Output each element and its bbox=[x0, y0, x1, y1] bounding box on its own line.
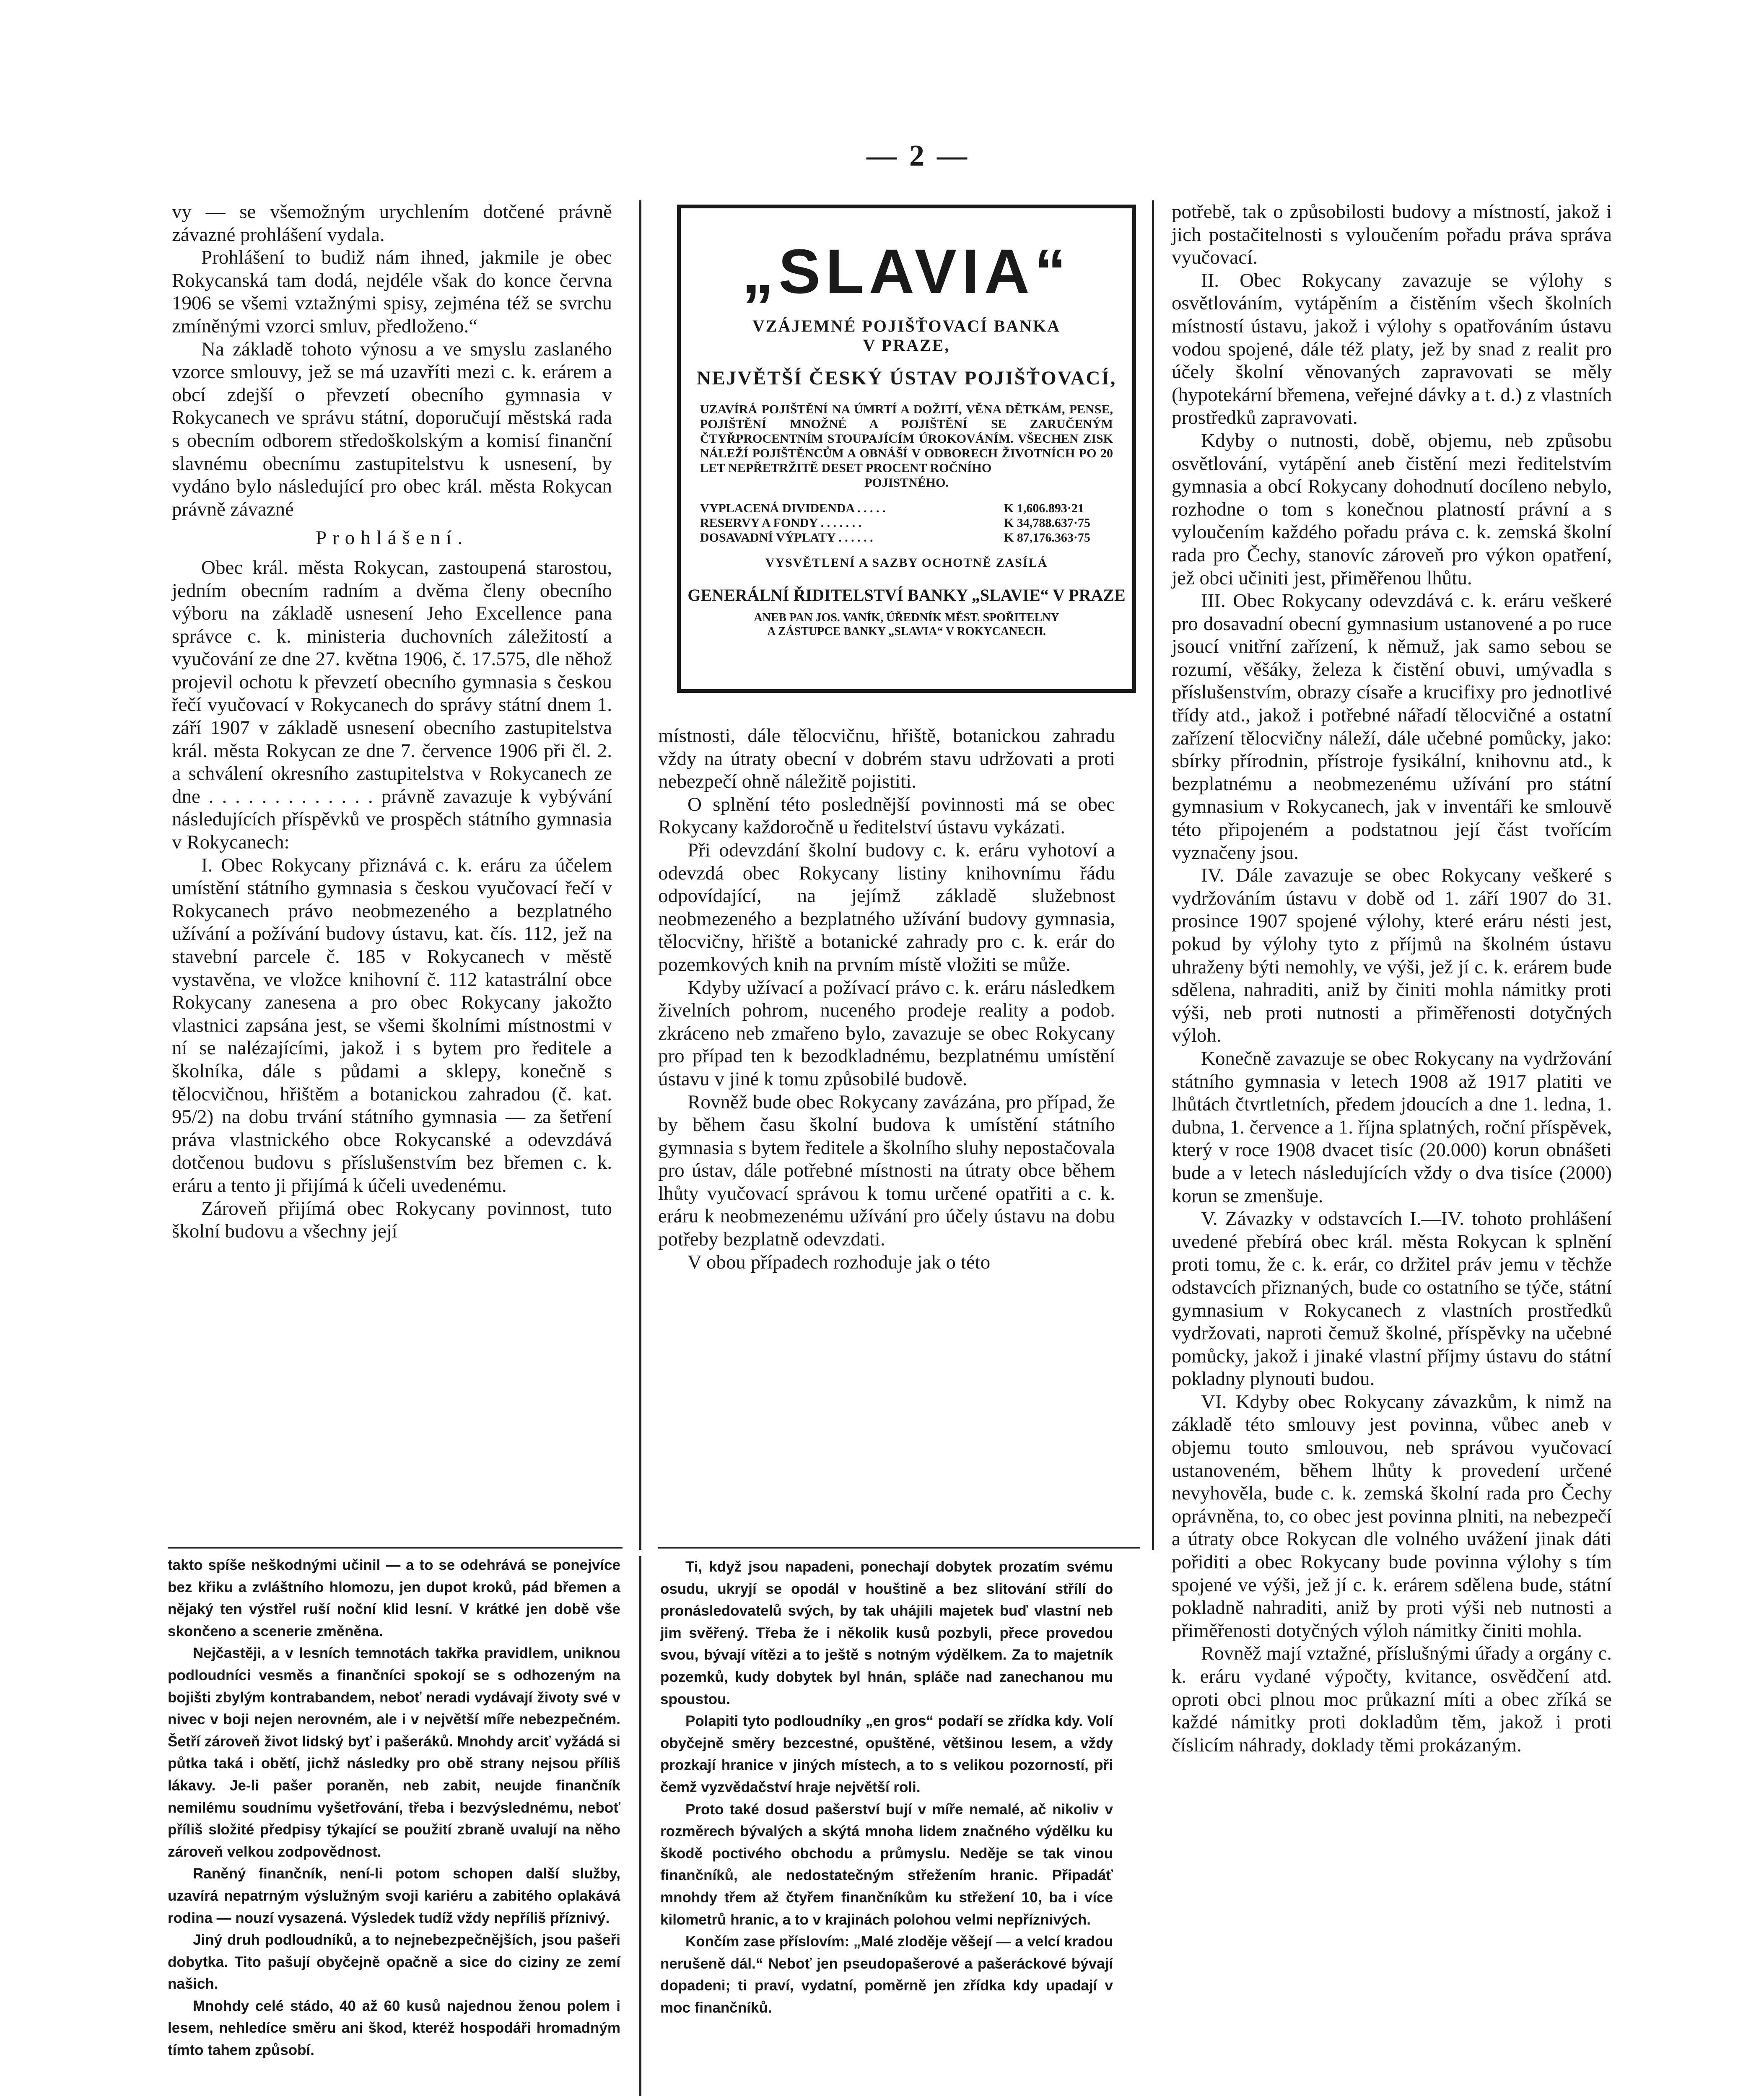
paragraph: V. Závazky v odstavcích I.—IV. tohoto prohlášení uvedené přebírá obec král. města Rokycan k splnění proti tomu, že c. k. erár, co držitel práv jemu v těchže odstavcích přiznaných, bude co ostatního se týče, státní gymnasium v Rokycanech z vlastních prostředků vydržovati, naproti čemuž školné, příspěvky na učebné pomůcky, jakož i jinaké vlastní příjmy ústavu do státní pokladny plynouti budou. bbox=[1172, 1208, 1612, 1390]
story-paragraph: takto spíše neškodnými učinil — a to se odehrává se ponejvíce bez křiku a zvláštního hlomozu, jen dupot kroků, pád břemen a nějaký ten výstřel ruší noční klid lesní. V krátké jen době vše skončeno a scenerie změněna. bbox=[168, 1557, 620, 1639]
paragraph: O splnění této poslednější povinnosti má se obec Rokycany každoročně u ředitelství ústavu vykázati. bbox=[658, 793, 1115, 838]
story-paragraph: Mnohdy celé stádo, 40 až 60 kusů najednou ženou polem i lesem, nehledíce směru ani škod, kteréž hospodáři hromadným tímto tahem způsobí. bbox=[168, 1997, 620, 2059]
ad-figure-row bbox=[700, 516, 1113, 530]
story-paragraph: Polapiti tyto podloudníky „en gros“ podaří se zřídka kdy. Volí obyčejně směry bezcestné, opuštěné, většinou lesem, a vždy prozkají hranice v jiných místech, a to s velikou pozorností, při čemž vyzvědačství hraje největší roli. bbox=[660, 1713, 1113, 1795]
ad-title: „SLAVIA“ bbox=[742, 236, 1071, 306]
story-paragraph: Jiný druh podloudníků, a to nejnebezpečnějších, jsou pašeři dobytka. Tito pašují obyčejně opačně a sice do ciziny ze zemí našich. bbox=[168, 1932, 620, 1992]
ad-subtitle-city: V PRAZE, bbox=[863, 336, 950, 355]
ad-description-text: UZAVÍRÁ POJIŠTĚNÍ NA ÚMRTÍ A DOŽITÍ, VĚNA DĚTKÁM, PENSE, POJIŠTĚNÍ MNOŽNÉ A POJIŠTĚNÍ SE ZARUČENÝM ČTYŘPROCENTNÍM STOUPAJÍCÍM ÚROKOVÁNÍM. VŠECHEN ZISK NÁLEŽÍ POJIŠTĚNCŮM A OBNÁŠÍ V ODBORECH ŽIVOTNÍCH PO 20 LET NEPŘETRŽITĚ DESET PROCENT ROČNÍHO bbox=[700, 402, 1113, 475]
ad-figure-value: K 1,606.893·21 bbox=[1004, 501, 1084, 515]
paragraph: Při odevzdání školní budovy c. k. eráru vyhotoví a odevzdá obec Rokycany listiny knihovnímu řádu odpovídající, na jejímž základě služebnost neobmezeného a bezplatného užívání budovy gymnasia, tělocvičny, hřiště a botanické zahrady pro c. k. erár do pozemkových knih na prvním místě vložiti se může. bbox=[658, 839, 1115, 975]
ad-info-line: VYSVĚTLENÍ A SAZBY OCHOTNĚ ZASÍLÁ bbox=[765, 556, 1048, 570]
paragraph: Kdyby o nutnosti, době, objemu, neb způsobu osvětlování, vytápění aneb čistění mezi ředitelstvím gymnasia a obcí Rokycany dohodnutí docíleno nebylo, rozhodne o tom s konečnou platností právní a s vyloučením každého pořadu práva c. k. zemská školní rada pro Čechy, stanovíc zároveň pro výkon opatření, jež obci učiniti jest, přiměřenou lhůtu. bbox=[1172, 429, 1612, 589]
story-paragraph: Končím zase příslovím: „Malé zloděje věšejí — a velcí kradou nerušeně dál.“ Neboť jen pseudopašerové a pašeráckové bývají dopadeni; ti praví, vydatní, poměrně jen zřídka kdy upadají v moc finančníků. bbox=[660, 1933, 1113, 2016]
story-paragraph: Raněný finančník, není-li potom schopen další služby, uzavírá nepatrným výslužným svoji kariéru a zabitého oplakává rodina — nouzí vysazená. Výsledek tudíž vždy nepříliš příznivý. bbox=[168, 1865, 620, 1926]
story-paragraph: Ti, když jsou napadeni, ponechají dobytek prozatím svému osudu, ukryjí se opodál v houštině a bez slitování střílí do pronásledovatelů svých, by tak uhájili majetek buď vlastní neb jim svěřený. Třeba že i několik kusů pozbyli, přece provedou svou, bývají vítězi a to ještě s notným výdělkem. Za to majetník pozemků, kudy dobytek byl hnán, spláče nad zanechanou mu spoustou. bbox=[660, 1559, 1113, 1707]
paragraph: Zároveň přijímá obec Rokycany povinnost, tuto školní budovu a všechny její bbox=[172, 1197, 612, 1243]
ad-figures bbox=[700, 501, 1113, 545]
story-paragraph: Proto také dosud pašerství bují v míře nemalé, ač nikoliv v rozměrech bývalých a skýtá mnoha lidem značného výdělku ku škodě poctivého obchodu a průmyslu. Neděje se tak vinou finančníků, ale nedostatečným střežením hranic. Připadáť mnohdy třem až čtyřem finančníkům ku střežení 10, ba i více kilometrů hranic, a to v krajinách polohou velmi nepříznivých. bbox=[660, 1801, 1113, 1928]
ad-figure-row bbox=[700, 501, 1113, 516]
story-column-2 bbox=[660, 1556, 1113, 2019]
ad-description-end: POJISTNÉHO. bbox=[864, 476, 949, 490]
story-column-1 bbox=[168, 1554, 620, 2062]
story-paragraph: Nejčastěji, a v lesních temnotách takřka pravidlem, uniknou podloudníci vesměs a finančníci spokojí se s odhozeným na bojišti zbylým kontrabandem, neboť neradi vydávají životy své v nivec v boji nejen nerovném, ale i v největší míře nebezpečném. Šetří zároveň život lidský byť i pašeráků. Mnohdy arciť vyžádá si půtka taká i obětí, jichž následky pro obě strany nejsou příliš lákavy. Je-li pašer poraněn, neb zabit, neujde finančník nemilému soudnímu vyšetřování, třeba i bezvýslednému, neboť příliš složité předpisy týkající se použití zbraně uvalují na něho zároveň velkou zodpovědnost. bbox=[168, 1645, 620, 1860]
paragraph: II. Obec Rokycany zavazuje se výlohy s osvětlováním, vytápěním a čistěním všech školních místností ústavu, jakož i výlohy s opatřováním ústavu vodou spojené, dále též platy, jež by snad z realit pro účely školní věnovaných zapravovati se měly (hypotekární břemena, veřejné dávky a t. d.) z vlastních prostředků zapravovati. bbox=[1172, 269, 1612, 429]
paragraph: IV. Dále zavazuje se obec Rokycany veškeré s vydržováním ústavu v době od 1. září 1907 do 31. prosince 1907 spojené výlohy, které eráru nésti jest, pokud by výlohy tyto z příjmů na školném ústavu uhraženy býti nemohly, ve výši, jež jí c. k. erárem bude sdělena, nahraditi, aniž by činiti mohla námitky proti výši, neb proti nutnosti a přiměřenosti dotyčných výloh. bbox=[1172, 864, 1612, 1047]
ad-description bbox=[700, 402, 1113, 490]
article-column-3 bbox=[1172, 200, 1612, 1756]
paragraph: I. Obec Rokycany přiznává c. k. eráru za účelem umístění státního gymnasia s českou vyučovací řečí v Rokycanech právo neobmezeného a bezplatného užívání a požívání budovy ústavu, kat. čís. 112, jež na stavební parcele č. 185 v Rokycanech v městě vystavěna, ve vložce knihovní č. 112 katastrální obce Rokycany zanesena a pro obec Rokycany jakožto vlastnici zapsána jest, se všemi školními místnostmi v ní se nalézajícími, jakož i s bytem pro ředitele a školníka, dále s půdami a sklepy, konečně s tělocvičnou, hřištěm a botanickou zahradou (č. kat. 95/2) na dobu trvání státního gymnasia — za šetření práva vlastnického obce Rokycanské a odevzdává dotčenou budovu s příslušenstvím bez břemen c. k. eráru a tento ji přijímá k účeli uvedenému. bbox=[172, 854, 612, 1196]
article-column-2 bbox=[658, 724, 1115, 1274]
paragraph: V obou případech rozhoduje jak o této bbox=[687, 1251, 991, 1273]
horizontal-rule-middle bbox=[658, 1547, 1140, 1549]
ad-figure-row bbox=[700, 530, 1113, 545]
paragraph: místnosti, dále tělocvičnu, hřiště, botanickou zahradu vždy na útraty obecní v dobrém stavu udržovati a proti nebezpečí ohně náležitě pojistiti. bbox=[658, 725, 1115, 793]
paragraph: Prohlášení to budiž nám ihned, jakmile je obec Rokycanská tam dodá, nejdéle však do konce června 1906 se všemi vztažnými spisy, zejména též se svrchu zmíněnými vzorci smluv, předloženo.“ bbox=[172, 246, 612, 337]
ad-subtitle: VZÁJEMNÉ POJIŠŤOVACÍ BANKA bbox=[752, 316, 1061, 335]
ad-tagline: NEJVĚTŠÍ ČESKÝ ÚSTAV POJIŠŤOVACÍ, bbox=[696, 367, 1117, 389]
paragraph: Rovněž bude obec Rokycany zavázána, pro případ, že by během času školní budova k umístění státního gymnasia s bytem ředitele a školního sluhy nepostačovala pro ústav, dále potřebné místnosti na útraty obce během lhůty vyučovací správou k tomu určené opatřiti a c. k. eráru k neobmezenému užívání pro účely ústavu na dobu potřeby bezplatně odevzdati. bbox=[658, 1091, 1115, 1250]
paragraph: vy — se všemožným urychlením dotčené právně závazné prohlášení vydala. bbox=[172, 201, 612, 246]
ad-figure-label: DOSAVADNÍ VÝPLATY . . . . . . bbox=[700, 531, 873, 545]
paragraph: Na základě tohoto výnosu a ve smyslu zaslaného vzorce smlouvy, jež se má uzavříti mezi c. k. erárem a obcí zdejší o převzetí obecního gymnasia v Rokycanech ve správu státní, doporučují městská rada s obecním odborem středoškolským a komisí finanční slavnému obecnímu zastupitelstvu k usnesení, by vydáno bylo následující pro obec král. města Rokycan právně závazné bbox=[172, 338, 612, 520]
ad-figure-value: K 34,788.637·75 bbox=[1004, 516, 1090, 530]
article-column-1 bbox=[172, 200, 612, 1243]
paragraph: potřebě, tak o způsobilosti budovy a místností, jakož i jich postačitelnosti s vyloučením pořadu práva správa vyučovací. bbox=[1172, 201, 1612, 269]
ad-directorate: GENERÁLNÍ ŘIDITELSTVÍ BANKY „SLAVIE“ V PRAZE bbox=[687, 586, 1126, 604]
ad-figure-label: VYPLACENÁ DIVIDENDA . . . . . bbox=[700, 501, 886, 515]
slavia-advertisement bbox=[677, 205, 1136, 693]
ad-figure-label: RESERVY A FONDY . . . . . . . bbox=[700, 516, 862, 530]
paragraph: Obec král. města Rokycan, zastoupená starostou, jedním obecním radním a dvěma členy obecního výboru na základě usnesení Jeho Excellence pana správce c. k. ministeria duchovních záležitostí a vyučování ze dne 27. května 1906, č. 17.575, dle něhož projevil ochotu k převzetí obecního gymnasia s českou řečí vyučovací v Rokycanech do správy státní dnem 1. září 1907 v základě usnesení obecního zastupitelstva král. města Rokycan ze dne 7. července 1906 při čl. 2. a schválení okresního zastupitelstva v Rokycanech ze dne . . . . . . . . . . . . . právně zavazuje k vybývání následujících příspěvků ve prospěch státního gymnasia v Rokycanech: bbox=[172, 556, 612, 853]
ad-agent-bank: A ZÁSTUPCE BANKY „SLAVIA“ V ROKYCANECH. bbox=[767, 625, 1046, 638]
paragraph: Rovněž mají vztažné, příslušnými úřady a orgány c. k. eráru vydané výpočty, kvitance, osvědčení atd. oproti obci plnou moc průkazní míti a obec zříká se každé námitky proti dokladům těm, jakož i proti číslicím náhrady, doklady těmi prokázaným. bbox=[1172, 1642, 1612, 1756]
column-rule-left bbox=[639, 200, 641, 1550]
ad-figure-value: K 87,176.363·75 bbox=[1004, 531, 1090, 545]
paragraph: III. Obec Rokycany odevzdává c. k. eráru veškeré pro dosavadní obecní gymnasium ustanovené a po ruce jsoucí vnitřní zařízení, k němuž, jak samo sebou se rozumí, věšáky, železa k čistění obuvi, umývadla s příslušenstvím, obrazy císaře a krucifixy pro jednotlivé třídy atd., jakož i potřebné nářadí tělocvičné a ostatní zařízení tělocvičny náleží, dále učebné pomůcky, jako: sbírky přírodnin, přístroje fysikální, knihovnu atd., k bezplatnému a neobmezenému užívání pro státní gymnasium v Rokycanech, jak v inventáři ke smlouvě této připojeném a podstatnou její část tvořícím vyznačeny jsou. bbox=[1172, 590, 1612, 864]
paragraph: Konečně zavazuje se obec Rokycany na vydržování státního gymnasia v letech 1908 až 1917 platiti ve lhůtách čtvrtletních, předem jdoucích a dne 1. ledna, 1. dubna, 1. července a 1. října splatných, roční příspěvek, který v roce 1908 dvacet tisíc (20.000) korun obnášeti bude a v letech následujících vždy o dva tisíce (2000) korun se zmenšuje. bbox=[1172, 1047, 1612, 1207]
horizontal-rule-left bbox=[168, 1547, 623, 1549]
page-number: — 2 — bbox=[866, 139, 970, 172]
paragraph: Kdyby užívací a požívací právo c. k. eráru následkem živelních pohrom, nuceného prodeje reality a podob. zkráceno neb zmařeno bylo, zavazuje se obec Rokycany pro případ ten k bezodkladnému, bezplatnému umístění ústavu v jiné k tomu způsobilé budově. bbox=[658, 976, 1115, 1090]
section-heading: Prohlášení. bbox=[315, 527, 469, 549]
column-rule-story bbox=[639, 1556, 641, 2096]
ad-agent: ANEB PAN JOS. VANÍK, ÚŘEDNÍK MĚST. SPOŘITELNY bbox=[754, 611, 1059, 624]
paragraph: VI. Kdyby obec Rokycany závazkům, k nimž na základě této smlouvy jest povinna, vůbec aneb v objemu touto smlouvou, neb správou vyučovací ustanoveném, během lhůty k provedení určené nevyhověla, bude c. k. zemská školní rada pro Čechy oprávněna, to, co obec jest povinna plniti, na nebezpečí a útraty obce Rokycan dle volného uvážení jinak dáti pořiditi a obec Rokycany bude povinna výlohy s tím spojené ve výši, jež jí c. k. erárem sdělena bude, státní pokladně nahraditi, aniž by proti výši neb nutnosti a přiměřenosti dotyčných výloh námitky činiti mohla. bbox=[1172, 1390, 1612, 1642]
column-rule-right bbox=[1152, 200, 1154, 1550]
